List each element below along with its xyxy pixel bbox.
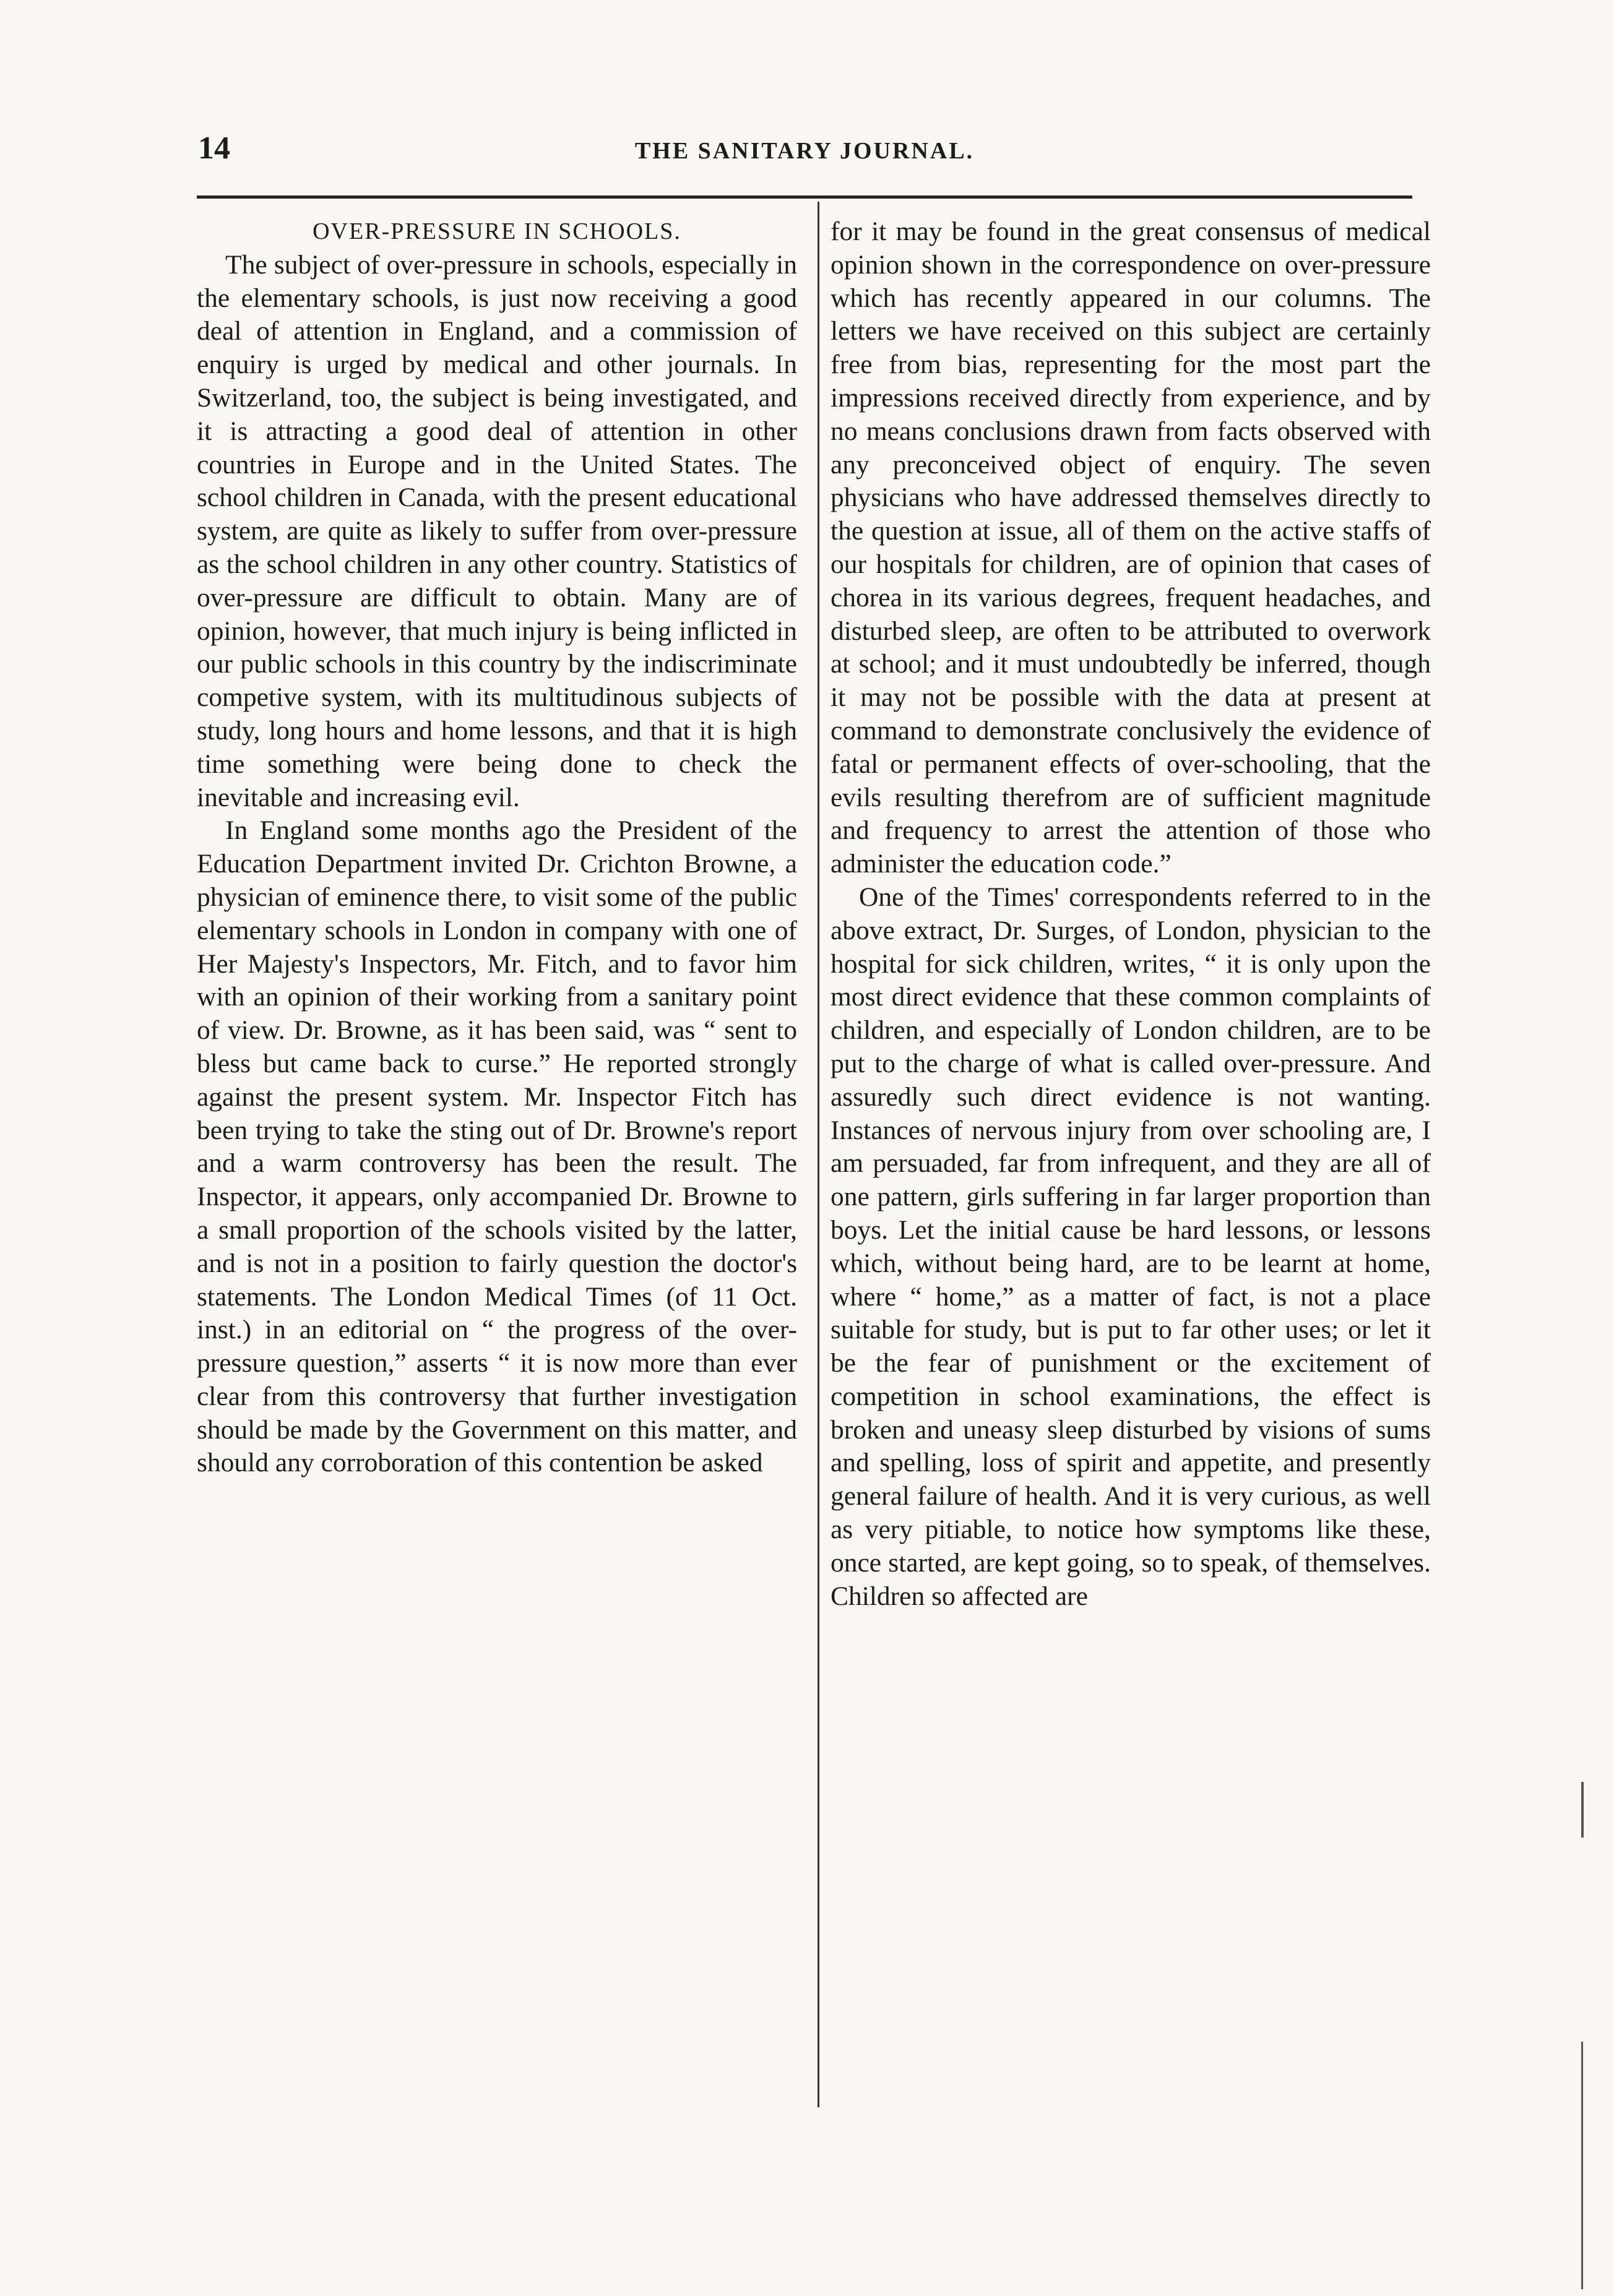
- edge-speck: [1581, 2042, 1583, 2289]
- paragraph: One of the Times' correspondents referred to in the above extract, Dr. Surges, of London, physician to the hospital for sick children, writes, “ it is only upon the most direct evidence that these common complaints of children, and especially of London children, are to be put to the charge of what is called over-pressure. And assuredly such direct evidence is not wanting. Instances of nervous injury from over schooling are, I am persuaded, far from infrequent, and they are all of one pattern, girls suffering in far larger proportion than boys. Let the initial cause be hard lessons, or lessons which, without being hard, are to be learnt at home, where “ home,” as a matter of fact, is not a place suitable for study, but is put to far other uses; or let it be the fear of punishment or the excitement of competition in school examinations, the effect is broken and uneasy sleep disturbed by visions of sums and spelling, loss of spirit and appetite, and presently general failure of health. And it is very curious, as well as very pitiable, to notice how symptoms like these, once started, are kept going, so to speak, of themselves. Children so affected are: [831, 882, 1431, 1611]
- edge-speck: [1581, 1782, 1584, 1838]
- header-rule: [197, 196, 1412, 199]
- page-header: [198, 124, 1411, 173]
- paragraph: In England some months ago the President of the Education Department invited Dr. Crichton Browne, a physician of eminence there, to visit some of the public elementary schools in London in company with one of Her Majesty's Inspectors, Mr. Fitch, and to favor him with an opinion of their working from a sanitary point of view. Dr. Browne, as it has been said, was “ sent to bless but came back to curse.” He reported strongly against the present system. Mr. Inspector Fitch has been trying to take the sting out of Dr. Browne's report and a warm controversy has been the result. The Inspector, it appears, only accompanied Dr. Browne to a small proportion of the schools visited by the latter, and is not in a position to fairly question the doctor's statements. The London Medical Times (of 11 Oct. inst.) in an editorial on “ the progress of the over-pressure question,” asserts “ it is now more than ever clear from this controversy that further investigation should be made by the Government on this matter, and should any corroboration of this contention be asked: [197, 815, 797, 1478]
- column-divider: [818, 202, 819, 2107]
- left-column: [197, 215, 797, 1480]
- right-column: [831, 215, 1431, 1613]
- paragraph: for it may be found in the great consensus of medical opinion shown in the correspondence on over-pressure which has recently appeared in our columns. The letters we have received on this subject are certainly free from bias, representing for the most part the impressions received directly from experience, and by no means conclusions drawn from facts observed with any preconceived object of enquiry. The seven physicians who have addressed themselves directly to the question at issue, all of them on the active staffs of our hospitals for children, are of opinion that cases of chorea in its various degrees, frequent headaches, and disturbed sleep, are often to be attributed to overwork at school; and it must undoubtedly be inferred, though it may not be possible with the data at present at command to demonstrate conclusively the evidence of fatal or permanent effects of over-schooling, that the evils resulting therefrom are of sufficient magnitude and frequency to arrest the attention of those who administer the education code.”: [831, 217, 1431, 879]
- running-head: THE SANITARY JOURNAL.: [634, 138, 975, 164]
- paragraph: The subject of over-pressure in schools, especially in the elementary schools, is just now receiving a good deal of attention in England, and a commission of enquiry is urged by medical and other journals. In Switzerland, too, the subject is being investigated, and it is attracting a good deal of attention in other countries in Europe and in the United States. The school children in Canada, with the present educational system, are quite as likely to suffer from over-pressure as the school children in any other country. Statistics of over-pressure are difficult to obtain. Many are of opinion, however, that much injury is being inflicted in our public schools in this country by the indiscriminate competive system, with its multitudinous subjects of study, long hours and home lessons, and that it is high time something were being done to check the inevitable and increasing evil.: [197, 249, 797, 812]
- page-number: 14: [198, 131, 230, 166]
- article-title: OVER-PRESSURE IN SCHOOLS.: [313, 218, 681, 244]
